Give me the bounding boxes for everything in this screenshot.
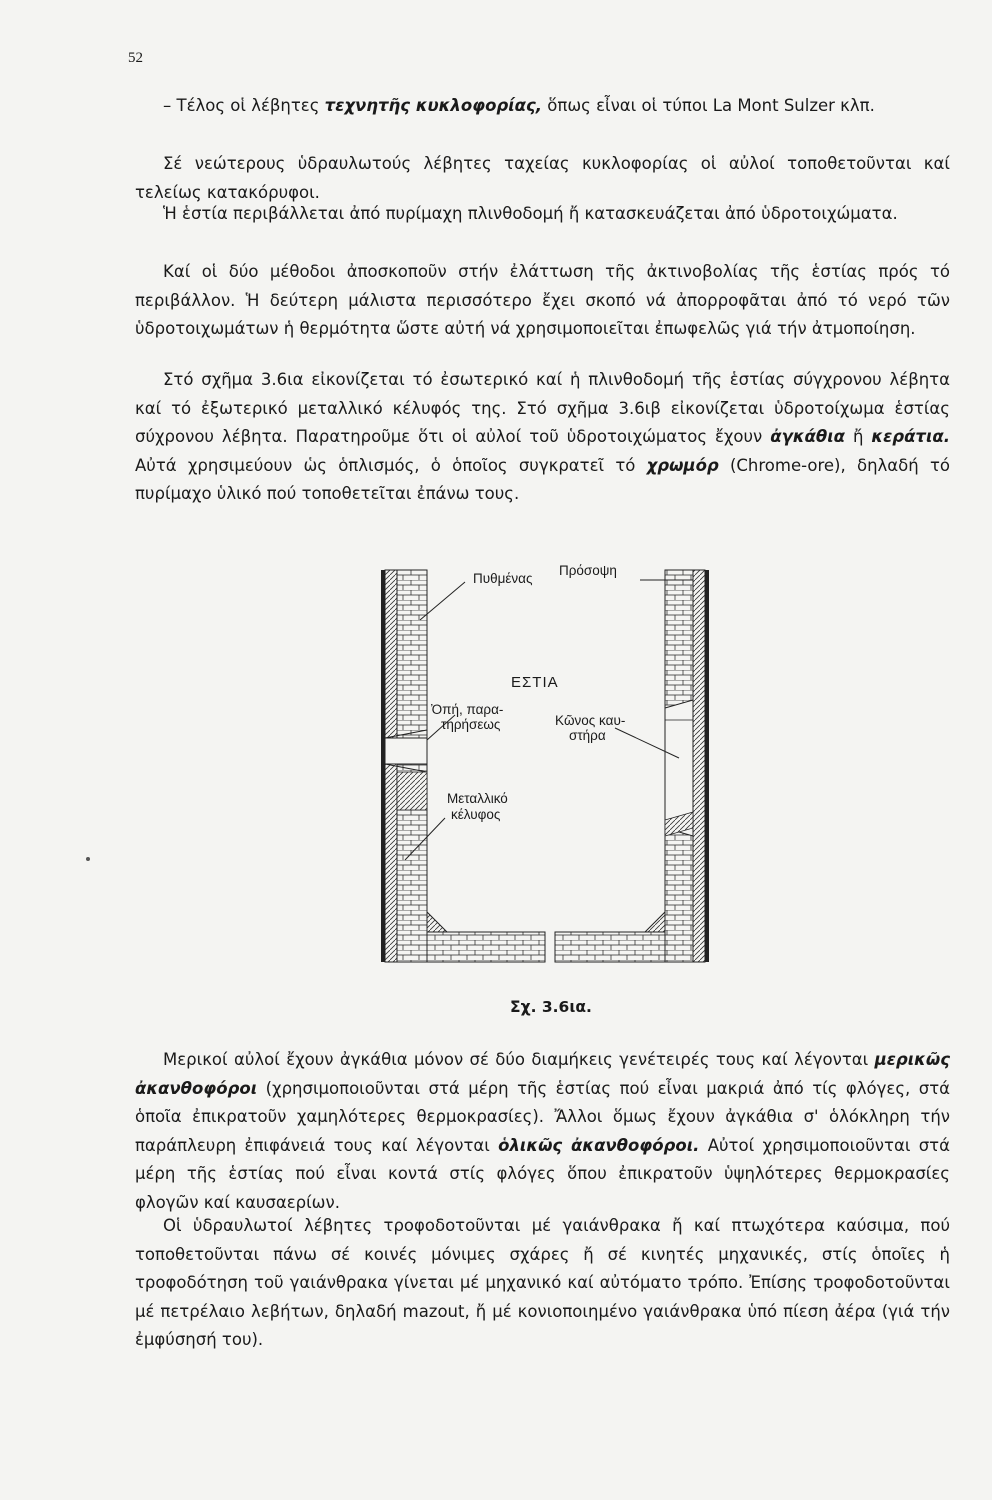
term-chrome-ore: χρωμόρ (646, 455, 719, 475)
p6-t1: Μερικοί αὐλοί ἔχουν ἀγκάθια μόνον σέ δύο διαμήκεις γενέτειρές τους καί λέγονται (163, 1050, 875, 1069)
paragraph-figure-description (135, 366, 950, 509)
p5-t3: Αὐτά χρησιμεύουν ὡς ὁπλισμός, ὁ ὁποῖος συγκρατεῖ τό (135, 455, 647, 475)
left-wall (381, 570, 427, 962)
term-horns: κεράτια. (871, 427, 950, 447)
label-burner-2: στήρα (569, 728, 606, 743)
paragraph-furnace-walls (135, 200, 950, 229)
label-furnace: ΕΣΤΙΑ (511, 674, 559, 691)
burner-cone (665, 700, 693, 836)
term-fully-finned: ὁλικῶς ἀκανθοφόροι. (498, 1135, 700, 1155)
figure-caption: Σχ. 3.6ια. (510, 998, 592, 1016)
p6-t2: (χρησιμοποιοῦνται στά μέρη τῆς ἑστίας πού εἶναι μακριά ἀπό τίς φλόγες, στά ὁποῖα ἐπικρατοῦν χαμηλότερες θερμοκρασίες). Ἄλλοι ὅμως ἔχουν ἀγκάθια σ' ὁλόκληρη τήν παράπλευρη ἐπιφάνειά τους καί λέγονται (135, 1078, 950, 1155)
label-bottom: Πυθμένας (473, 571, 533, 586)
paragraph-fuel-feed (135, 1212, 950, 1355)
p7-text: Οἱ ὑδραυλωτοί λέβητες τροφοδοτοῦνται μέ γαιάνθρακα ἤ καί πτωχότερα καύσιμα, πού τοποθετοῦνται πάνω σέ κοινές μόνιμες σχάρες ἤ σέ κινητές μηχανικές, στίς ὁποῖες ἡ τροφοδότηση τοῦ γαιάνθρακα γίνεται μέ μηχανικό καί αὐτόματο τρόπο. Ἐπίσης τροφοδοτοῦνται μέ πετρέλαιο λεβήτων, δηλαδή mazout, ἤ μέ κονιοποιημένο γαιάνθρακα ὑπό πίεση ἀέρα (γιά τήν ἐμφύσησή του). (135, 1216, 950, 1350)
paragraph-vertical-tubes (135, 150, 950, 207)
label-observation-1: Ὀπή, παρα- (431, 702, 504, 717)
paragraph-finned-tubes (135, 1046, 950, 1218)
p6-t3: Αὐτοί χρησιμοποιοῦνται στά μέρη τῆς ἑστίας πού εἶναι κοντά στίς φλόγες ὅπου ἐπικρατοῦν ὑψηλότερες θερμοκρασίες φλογῶν καί καυσαερίων. (135, 1135, 950, 1212)
p1-prefix: – Τέλος οἱ λέβητες (163, 96, 325, 115)
p1-suffix: ὅπως εἶναι οἱ τύποι La Mont Sulzer κλπ. (542, 96, 875, 115)
p3-text: Ἡ ἑστία περιβάλλεται ἀπό πυρίμαχη πλινθοδομή ἤ κατασκευάζεται ἀπό ὑδροτοιχώματα. (163, 204, 898, 223)
p5-t1: Στό σχῆμα 3.6ια εἰκονίζεται τό ἐσωτερικό καί ἡ πλινθοδομή τῆς ἑστίας σύγχρονου λέβητα καί τό ἐξωτερικό μεταλλικό κέλυφός της. Στό σχῆμα 3.6ιβ εἰκονίζεται ὑδροτοίχωμα ἑστίας σύχρονου λέβητα. Παρατηροῦμε ὅτι οἱ αὐλοί τοῦ ὑδροτοιχώματος ἔχουν (135, 370, 950, 447)
page-number: 52 (128, 50, 143, 66)
label-observation-2: τηρήσεως (441, 717, 501, 732)
paragraph-methods (135, 258, 950, 344)
term-forced-circulation: τεχνητῆς κυκλοφορίας, (324, 96, 543, 115)
label-front: Πρόσοψη (559, 563, 617, 578)
label-metal-1: Μεταλλικό (447, 791, 508, 806)
bottom-floor (427, 912, 665, 962)
p5-t4: (Chrome-ore), δηλαδή τό πυρίμαχο ὑλικό πού τοποθετεῖται ἐπάνω τους. (135, 455, 950, 504)
term-studs: ἀγκάθια (770, 427, 845, 447)
label-metal-2: κέλυφος (451, 807, 501, 822)
scan-mark (86, 857, 90, 861)
furnace-diagram (375, 560, 725, 980)
p5-t2: ἤ (844, 427, 872, 447)
term-partially-finned: μερικῶς ἀκανθοφόροι (135, 1050, 950, 1098)
paragraph-forced-circulation (135, 92, 950, 121)
p2-text: Σέ νεώτερους ὑδραυλωτούς λέβητες ταχείας κυκλοφορίας οἱ αὐλοί τοποθετοῦνται καί τελείως κατακόρυφοι. (135, 154, 950, 202)
p4-text: Καί οἱ δύο μέθοδοι ἀποσκοποῦν στήν ἐλάττωση τῆς ἀκτινοβολίας τῆς ἑστίας πρός τό περιβάλλον. Ἡ δεύτερη μάλιστα περισσότερο ἔχει σκοπό νά ἀπορροφᾶται ἀπό τό νερό τῶν ὑδροτοιχωμάτων ἡ θερμότητα ὥστε αὐτή νά χρησιμοποιεῖται ἐπωφελῶς γιά τήν ἀτμοποίηση. (135, 262, 950, 339)
label-burner-1: Κῶνος καυ- (555, 713, 626, 728)
furnace-drawing (375, 560, 725, 980)
